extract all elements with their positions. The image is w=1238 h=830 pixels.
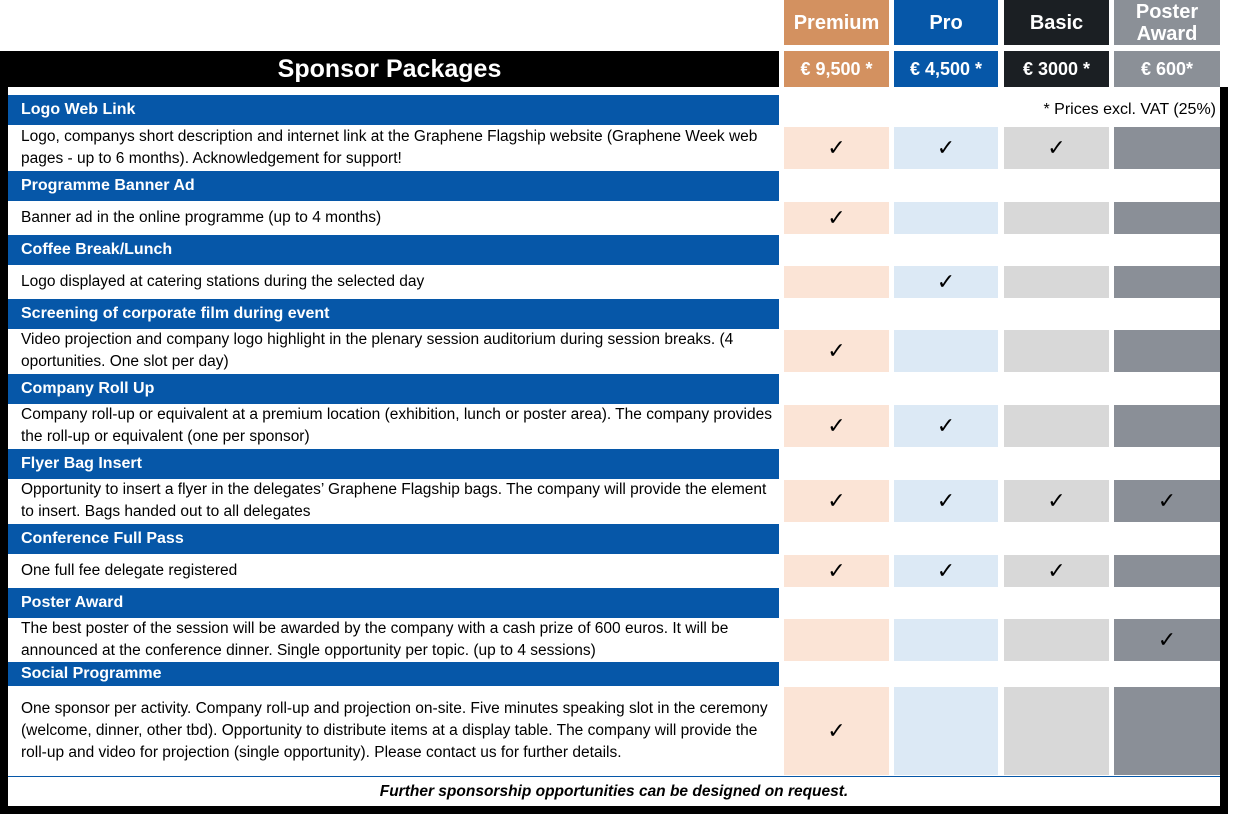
price-premium: € 9,500 * — [784, 51, 889, 87]
cell-coffee-break-lunch-premium — [784, 266, 889, 298]
cell-social-programme-premium — [784, 687, 889, 775]
cell-screening-of-corporate-film-during-event-premium — [784, 330, 889, 372]
cell-screening-of-corporate-film-during-event-poster-award — [1114, 330, 1220, 372]
checkmark-icon: ✓ — [1157, 488, 1177, 513]
cell-programme-banner-ad-pro — [894, 202, 998, 234]
cell-flyer-bag-insert-poster-award — [1114, 480, 1220, 522]
vat-note: * Prices excl. VAT (25%) — [1043, 101, 1216, 118]
cell-logo-web-link-pro — [894, 127, 998, 169]
page-title: Sponsor Packages — [0, 51, 779, 87]
price-poster-award: € 600* — [1114, 51, 1220, 87]
checkmark-icon: ✓ — [936, 269, 956, 294]
section-description-poster-award: The best poster of the session will be awarded by the company with a cash prize of 600 euros. It will be announced at the conference dinner. Single opportunity per topic. (up to 4 sessions) — [21, 620, 729, 659]
cell-conference-full-pass-poster-award — [1114, 555, 1220, 587]
tier-header-pro: Pro — [894, 0, 998, 45]
cell-conference-full-pass-premium — [784, 555, 889, 587]
cell-social-programme-poster-award — [1114, 687, 1220, 775]
tier-header-basic: Basic — [1004, 0, 1109, 45]
section-description-conference-full-pass: One full fee delegate registered — [21, 562, 238, 579]
cell-programme-banner-ad-premium — [784, 202, 889, 234]
checkmark-icon: ✓ — [827, 488, 846, 513]
cell-coffee-break-lunch-pro — [894, 266, 998, 298]
cell-flyer-bag-insert-premium — [784, 480, 889, 522]
section-description-flyer-bag-insert: Opportunity to insert a flyer in the delegates’ Graphene Flagship bags. The company will provide the element to insert. Bags handed out to all delegates — [21, 481, 767, 520]
cell-flyer-bag-insert-pro — [894, 480, 998, 522]
cell-social-programme-basic — [1004, 687, 1109, 775]
checkmark-icon: ✓ — [936, 558, 956, 583]
section-header-programme-banner-ad: Programme Banner Ad — [8, 171, 779, 201]
cell-poster-award-basic — [1004, 619, 1109, 661]
cell-flyer-bag-insert-basic — [1004, 480, 1109, 522]
price-basic: € 3000 * — [1004, 51, 1109, 87]
cell-programme-banner-ad-basic — [1004, 202, 1109, 234]
cell-conference-full-pass-basic — [1004, 555, 1109, 587]
section-header-coffee-break-lunch: Coffee Break/Lunch — [8, 235, 779, 265]
section-header-logo-web-link: Logo Web Link — [8, 95, 779, 125]
checkmark-icon: ✓ — [1047, 135, 1066, 160]
checkmark-icon: ✓ — [827, 413, 846, 438]
section-description-company-roll-up: Company roll-up or equivalent at a premium location (exhibition, lunch or poster area). The company provides the roll-up or equivalent (one per sponsor) — [21, 406, 772, 445]
section-header-poster-award: Poster Award — [8, 588, 779, 618]
section-description-programme-banner-ad: Banner ad in the online programme (up to 4 months) — [21, 209, 382, 226]
section-description-social-programme: One sponsor per activity. Company roll-up and projection on-site. Five minutes speaking slot in the ceremony (welcome, dinner, other tbd). Opportunity to distribute items at a display table. The company will provide the roll-up and video for projection (single opportunity). Please contact us for further details. — [21, 700, 768, 761]
section-header-company-roll-up: Company Roll Up — [8, 374, 779, 404]
section-description-logo-web-link: Logo, companys short description and internet link at the Graphene Flagship website (Graphene Week web pages - up to 6 months). Acknowledgement for support! — [21, 128, 758, 167]
cell-logo-web-link-basic — [1004, 127, 1109, 169]
cell-coffee-break-lunch-basic — [1004, 266, 1109, 298]
cell-poster-award-poster-award — [1114, 619, 1220, 661]
checkmark-icon: ✓ — [936, 135, 956, 160]
checkmark-icon: ✓ — [936, 488, 956, 513]
cell-logo-web-link-poster-award — [1114, 127, 1220, 169]
checkmark-icon: ✓ — [1157, 627, 1177, 652]
footer-note: Further sponsorship opportunities can be designed on request. — [8, 776, 1220, 806]
frame-bottom-border — [0, 806, 1228, 814]
cell-company-roll-up-premium — [784, 405, 889, 447]
cell-company-roll-up-basic — [1004, 405, 1109, 447]
checkmark-icon: ✓ — [827, 558, 846, 583]
checkmark-icon: ✓ — [827, 135, 846, 160]
section-header-conference-full-pass: Conference Full Pass — [8, 524, 779, 554]
cell-poster-award-pro — [894, 619, 998, 661]
tier-header-premium: Premium — [784, 0, 889, 45]
frame-right-border — [1220, 87, 1228, 814]
cell-coffee-break-lunch-poster-award — [1114, 266, 1220, 298]
checkmark-icon: ✓ — [936, 413, 956, 438]
cell-conference-full-pass-pro — [894, 555, 998, 587]
section-header-flyer-bag-insert: Flyer Bag Insert — [8, 449, 779, 479]
cell-screening-of-corporate-film-during-event-basic — [1004, 330, 1109, 372]
cell-poster-award-premium — [784, 619, 889, 661]
frame-left-border — [0, 87, 8, 814]
cell-company-roll-up-pro — [894, 405, 998, 447]
checkmark-icon: ✓ — [827, 338, 846, 363]
cell-screening-of-corporate-film-during-event-pro — [894, 330, 998, 372]
section-description-coffee-break-lunch: Logo displayed at catering stations during the selected day — [21, 273, 425, 290]
section-description-screening-of-corporate-film-during-event: Video projection and company logo highlight in the plenary session auditorium during session breaks. (4 oportunities. One slot per day) — [21, 331, 734, 370]
price-pro: € 4,500 * — [894, 51, 998, 87]
checkmark-icon: ✓ — [1047, 558, 1066, 583]
section-header-screening-of-corporate-film-during-event: Screening of corporate film during event — [8, 299, 779, 329]
checkmark-icon: ✓ — [1047, 488, 1066, 513]
cell-programme-banner-ad-poster-award — [1114, 202, 1220, 234]
cell-social-programme-pro — [894, 687, 998, 775]
cell-logo-web-link-premium — [784, 127, 889, 169]
cell-company-roll-up-poster-award — [1114, 405, 1220, 447]
tier-header-poster-award: Poster Award — [1114, 0, 1220, 45]
checkmark-icon: ✓ — [827, 205, 846, 230]
section-header-social-programme: Social Programme — [8, 662, 779, 686]
checkmark-icon: ✓ — [827, 718, 846, 743]
